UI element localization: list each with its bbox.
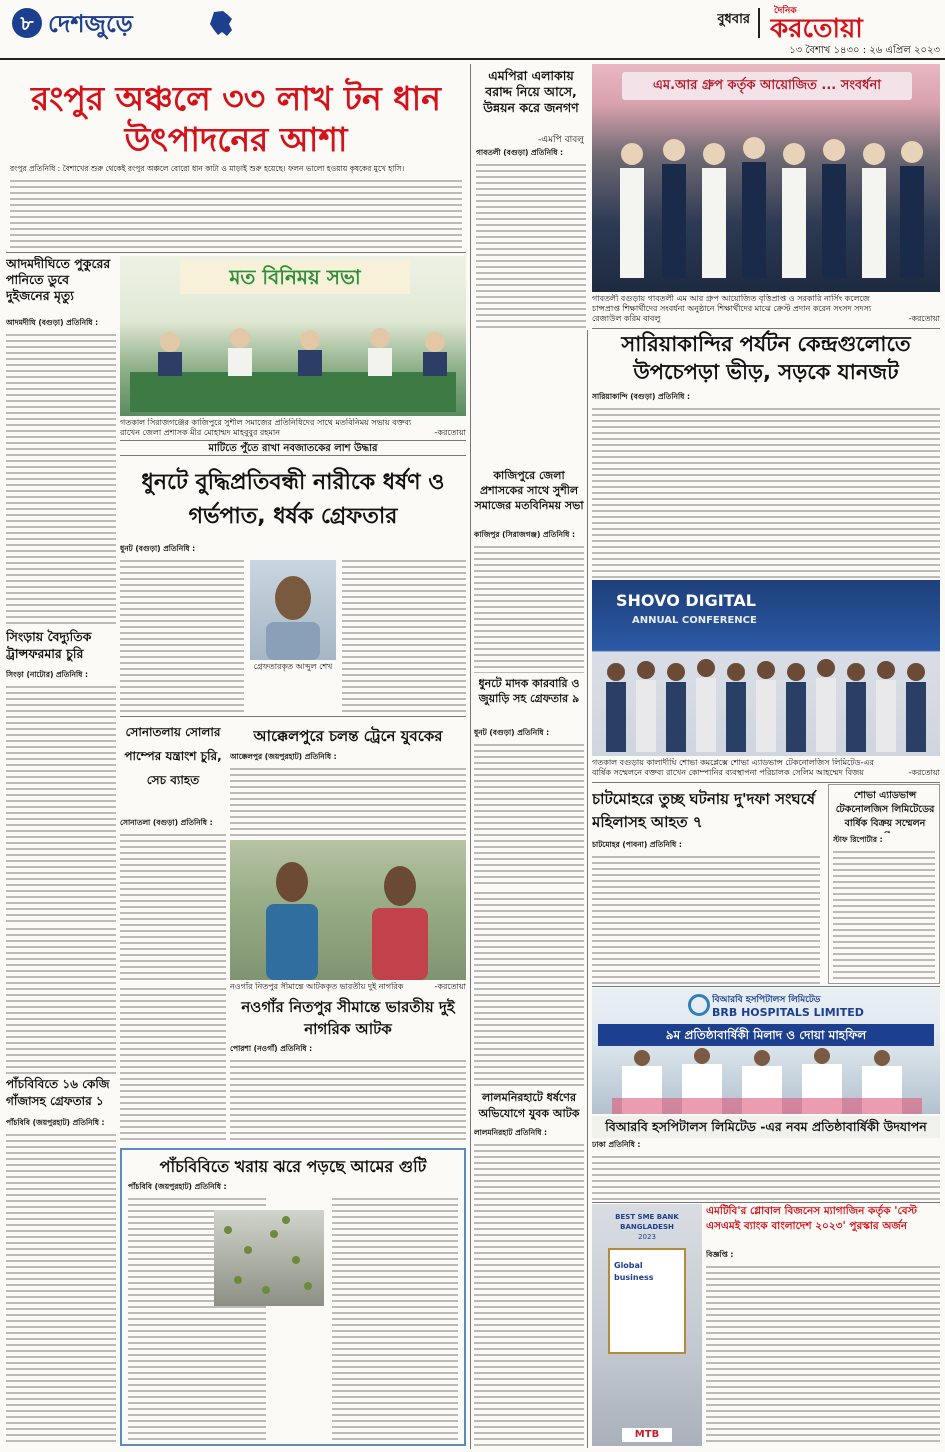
meeting-caption: গতকাল সিরাজগঞ্জের কাজিপুরে সুশীল সমাজের প্রতিনিধিদের সাথে মতবিনিময় সভায় বক্তব্য রাখেন জেলা প্রশাসক মীর মোহাম্মদ মাহবুবুর রহমান — [120, 418, 412, 437]
mango-box — [120, 1148, 466, 1446]
section-separator — [592, 328, 940, 329]
shovo-box — [828, 784, 940, 984]
naogaon-portraits — [230, 840, 466, 980]
section-separator — [120, 716, 466, 717]
lead-intro: রংপুর প্রতিনিধি : বৈশাখের শুরু থেকেই রংপুর অঞ্চলে বোরো ধান কাটা ও মাড়াই শুরু হয়েছে। ফলন ভালো হওয়ায় কৃষকের মুখে হাসি। — [10, 164, 405, 173]
transformer-body-text — [6, 682, 116, 922]
mtb-story — [706, 1204, 940, 1446]
dc-dateline: কাজিপুর (সিরাজগঞ্জ) প্রতিনিধি : — [474, 530, 575, 539]
dhunat-rape-headline: ধুনটে বুদ্ধিপ্রতিবন্ধী নারীকে ধর্ষণ ও গর্ভপাত, ধর্ষক গ্রেফতার — [141, 470, 445, 529]
brb-dateline: ঢাকা প্রতিনিধি : — [592, 1140, 641, 1149]
meeting-banner: মত বিনিময় সভা — [180, 260, 410, 294]
masthead — [0, 0, 945, 60]
shovo-body-text — [833, 847, 935, 983]
award-bank: MTB — [622, 1428, 672, 1442]
drowning-body-text — [6, 330, 116, 624]
sariakandi-dateline: সারিয়াকান্দি (বগুড়া) প্রতিনিধি : — [592, 392, 690, 401]
transformer-dateline: সিংড়া (নাটোর) প্রতিনিধি : — [6, 670, 88, 679]
page-number: ৮ — [20, 11, 34, 35]
accused-photo — [250, 560, 336, 660]
naogaon-photo — [230, 840, 466, 980]
strip-headline: মাটিতে পুঁতে রাখা নবজাতকের লাশ উদ্ধার — [120, 440, 466, 456]
mango-photo — [214, 1210, 324, 1306]
award-frame — [608, 1248, 686, 1354]
lalmonirhat-dateline: লালমনিরহাট প্রতিনিধি : — [474, 1128, 548, 1137]
brb-photo — [592, 988, 940, 1114]
dc-body-text — [474, 542, 584, 673]
reception-credit: -করতোয়া — [908, 314, 940, 323]
meeting-credit: -করতোয়া — [434, 428, 466, 437]
drowning-story — [6, 254, 116, 624]
ganja-body-text — [6, 1130, 116, 1446]
train-dateline: আক্কেলপুর (জয়পুরহাট) প্রতিনিধি : — [230, 752, 337, 761]
transformer-continued — [6, 924, 116, 1074]
naogaon-body-text — [230, 1056, 466, 1144]
section-separator — [592, 782, 940, 783]
naogaon-photo-caption: নওগাঁর নিতপুর সীমান্তে আটককৃত ভারতীয় দুই নাগরিক — [230, 982, 404, 991]
page-number-badge — [12, 8, 42, 38]
conference-crowd — [596, 652, 936, 752]
dc-story — [474, 468, 584, 673]
section-title: দেশজুড়ে — [48, 10, 133, 38]
issue-date: ১৩ বৈশাখ ১৪৩০ : ২৬ এপ্রিল ২০২৩ — [789, 45, 940, 56]
ganja-dateline: পাঁচবিবি (জয়পুরহাট) প্রতিনিধি : — [6, 1118, 105, 1127]
shovo-dateline: স্টাফ রিপোর্টার : — [833, 835, 883, 844]
conference-sub: ANNUAL CONFERENCE — [632, 615, 757, 626]
chatmohar-headline: চাটমোহরে তুচ্ছ ঘটনায় দু'দফা সংঘর্ষে মহিলাসহ আহত ৭ — [592, 790, 815, 831]
train-body-text — [230, 764, 466, 838]
mango-body-right — [332, 1194, 458, 1444]
sonatola-body-text — [120, 830, 226, 982]
lead-story — [6, 64, 466, 250]
meeting-photo — [120, 256, 466, 416]
mp-story — [474, 64, 588, 329]
dhunat-rape-dateline: ধুনট (বগুড়া) প্রতিনিধি : — [120, 544, 196, 553]
section-separator — [592, 1202, 940, 1203]
dc-headline: কাজিপুরে জেলা প্রশাসকের সাথে সুশীল সমাজের মতবিনিময় সভা — [474, 469, 584, 512]
award-title: BEST SME BANK BANGLADESH — [615, 1213, 679, 1231]
masthead-divider — [758, 8, 760, 38]
mtb-award-photo — [592, 1204, 702, 1446]
conference-caption: গতকাল বগুড়ায় কালাদীঘি শোভা কমপ্লেক্সে শোভা এ্যাডভান্স টেকনোলজিস লিমিটেড-এর বার্ষিক সম্মেলনে বক্তব্য রাখেন কোম্পানির ব্যবস্থাপনা পরিচালক সেলিম আহম্মেদ বিজয় — [592, 758, 874, 777]
reception-banner: এম.আর গ্রুপ কর্তৃক আয়োজিত ... সংবর্ধনা — [622, 72, 912, 100]
fallen-mangoes — [214, 1210, 324, 1306]
ganja-headline: পাঁচবিবিতে ১৬ কেজি গাঁজাসহ গ্রেফতার ১ — [6, 1077, 110, 1108]
mp-byline: -এমপি বাবলু — [538, 135, 584, 145]
brb-banner-main: ৯ম প্রতিষ্ঠাবার্ষিকী মিলাদ ও দোয়া মাহফিল — [598, 1024, 934, 1046]
naogaon-story — [230, 996, 466, 1144]
naogaon-headline: নওগাঁর নিতপুর সীমান্তে ভারতীয় দুই নাগরিক আটক — [241, 998, 455, 1038]
brb-body — [592, 1140, 940, 1200]
conference-banner: SHOVO DIGITAL — [616, 591, 756, 610]
chatmohar-story — [592, 784, 940, 984]
column-rule — [470, 64, 471, 1449]
dhunat-rape-body-right — [342, 556, 466, 716]
dhunat-drug-story — [474, 676, 584, 886]
brb-body-text — [592, 1152, 940, 1200]
mtb-dateline: বিজ্ঞপ্তি : — [706, 1250, 734, 1259]
people-group — [602, 124, 930, 284]
mp-body-text — [476, 160, 586, 329]
brb-banner-small: বিআরবি হসপিটালস লিমিটেড — [712, 995, 821, 1005]
dhunat-drug-headline: ধুনটে মাদক কারবারি ও জুয়াড়ি সহ গ্রেফতার ৯ — [478, 677, 580, 705]
chatmohar-body-text — [592, 852, 820, 984]
drowning-headline: আদমদীঘিতে পুকুরের পানিতে ডুবে দুইজনের মৃত্যু — [6, 256, 111, 303]
mtb-headline: এমটিবি'র গ্লোবাল বিজনেস ম্যাগাজিন কর্তৃক 'বেস্ট এসএমই ব্যাংক বাংলাদেশ ২০২৩' পুরস্কার অর্জন — [706, 1205, 918, 1232]
sonatola-headline: সোনাতলায় সোলার পাম্পের যন্ত্রাংশ চুরি, সেচ ব্যাহত — [124, 725, 222, 787]
sonatola-body-continued — [120, 984, 226, 1144]
dhunat-drug-body-continued — [474, 888, 584, 1086]
brb-logo-icon — [688, 994, 710, 1016]
drowning-dateline: আদমদীঘি (বগুড়া) প্রতিনিধি : — [6, 318, 99, 327]
conference-credit: -করতোয়া — [908, 768, 940, 777]
section-separator — [6, 252, 466, 253]
naogaon-credit: -করতোয়া — [434, 982, 466, 991]
shovo-headline: শোভা এ্যাডভান্স টেকনোলজিস লিমিটেডের বার্ষিক বিক্রয় সম্মেলন — [835, 790, 935, 829]
dhunat-rape-story — [120, 460, 466, 716]
naogaon-dateline: পোরশা (নওগাঁ) প্রতিনিধি : — [230, 1044, 313, 1053]
lead-headline: রংপুর অঞ্চলে ৩৩ লাখ টন ধান উৎপাদনের আশা — [31, 79, 441, 159]
paper-name-small: দৈনিক — [774, 6, 797, 16]
chatmohar-dateline: চাটমোহর (পাবনা) প্রতিনিধি : — [592, 840, 682, 849]
sariakandi-body-text — [592, 404, 940, 580]
award-year: 2023 — [638, 1233, 656, 1241]
sariakandi-story — [592, 330, 940, 580]
brb-headline: বিআরবি হসপিটালস লিমিটেড -এর নবম প্রতিষ্ঠাবার্ষিকী উদযাপন — [592, 1116, 940, 1138]
conference-photo — [592, 580, 940, 756]
column-rule — [587, 330, 588, 1448]
accused-photo-caption: গ্রেফতারকৃত আব্দুল শেখ — [253, 662, 333, 671]
award-magazine: Global business — [614, 1261, 654, 1282]
section-separator — [592, 986, 940, 987]
sariakandi-headline: সারিয়াকান্দির পর্যটন কেন্দ্রগুলোতে উপচেপড়া ভীড়, সড়কে যানজট — [621, 332, 911, 384]
train-headline: আক্কেলপুরে চলন্ত ট্রেনে যুবকের — [253, 727, 443, 745]
lalmonirhat-story — [474, 1090, 584, 1446]
dhunat-drug-dateline: ধুনট (বগুড়া) প্রতিনিধি : — [474, 728, 550, 737]
mp-dateline: গাবতলী (বগুড়া) প্রতিনিধি : — [476, 148, 564, 157]
lalmonirhat-headline: লালমনিরহাটে ধর্ষণের অভিযোগে যুবক আটক — [478, 1091, 580, 1120]
transformer-headline: সিংড়ায় বৈদ্যুতিক ট্রান্সফরমার চুরি — [6, 629, 92, 661]
transformer-story — [6, 626, 116, 922]
sonatola-dateline: সোনাতলা (বগুড়া) প্রতিনিধি : — [120, 818, 213, 827]
accused-portrait — [250, 560, 336, 660]
meeting-table — [130, 316, 456, 412]
dhunat-rape-body-left — [120, 556, 244, 716]
lalmonirhat-body-text — [474, 1140, 584, 1446]
bangladesh-map-icon — [208, 10, 234, 38]
mp-headline: এমপিরা এলাকায় বরাদ্দ নিয়ে আসে, উন্নয়ন করে জনগণ — [483, 68, 579, 115]
issue-day: বুধবার — [717, 12, 750, 27]
brb-attendees — [612, 1048, 922, 1114]
mango-dateline: পাঁচবিবি (জয়পুরহাট) প্রতিনিধি : — [128, 1182, 227, 1191]
transformer-body-continued — [6, 924, 116, 1074]
sonatola-story — [120, 718, 226, 982]
reception-photo — [592, 64, 940, 292]
brb-banner-en: BRB HOSPITALS LIMITED — [712, 1006, 864, 1019]
mango-headline: পাঁচবিবিতে খরায় ঝরে পড়ছে আমের গুটি — [159, 1157, 427, 1176]
reception-caption: গাবতলী বগুড়ায় গাবতলী এম আর গ্রুপ আয়োজিত বৃত্তিপ্রাপ্ত ও সরকারি নার্সিং কলেজে চান্সপ্রাপ্ত শিক্ষার্থীদের সংবর্ধনা অনুষ্ঠানে শিক্ষার্থীদের মাঝে ক্রেস্ট প্রদান করেন সংসদ সদস্য রেজাউল করিম বাবলু — [592, 294, 872, 323]
paper-name-logo: করতোয়া — [770, 14, 863, 44]
ganja-story — [6, 1076, 116, 1446]
lead-body-text — [10, 176, 462, 250]
train-story — [230, 718, 466, 838]
sonatola-continued — [120, 984, 226, 1144]
dhunat-drug-body-text — [474, 740, 584, 886]
dhunat-drug-continued — [474, 888, 584, 1086]
mtb-body-text — [706, 1262, 940, 1446]
